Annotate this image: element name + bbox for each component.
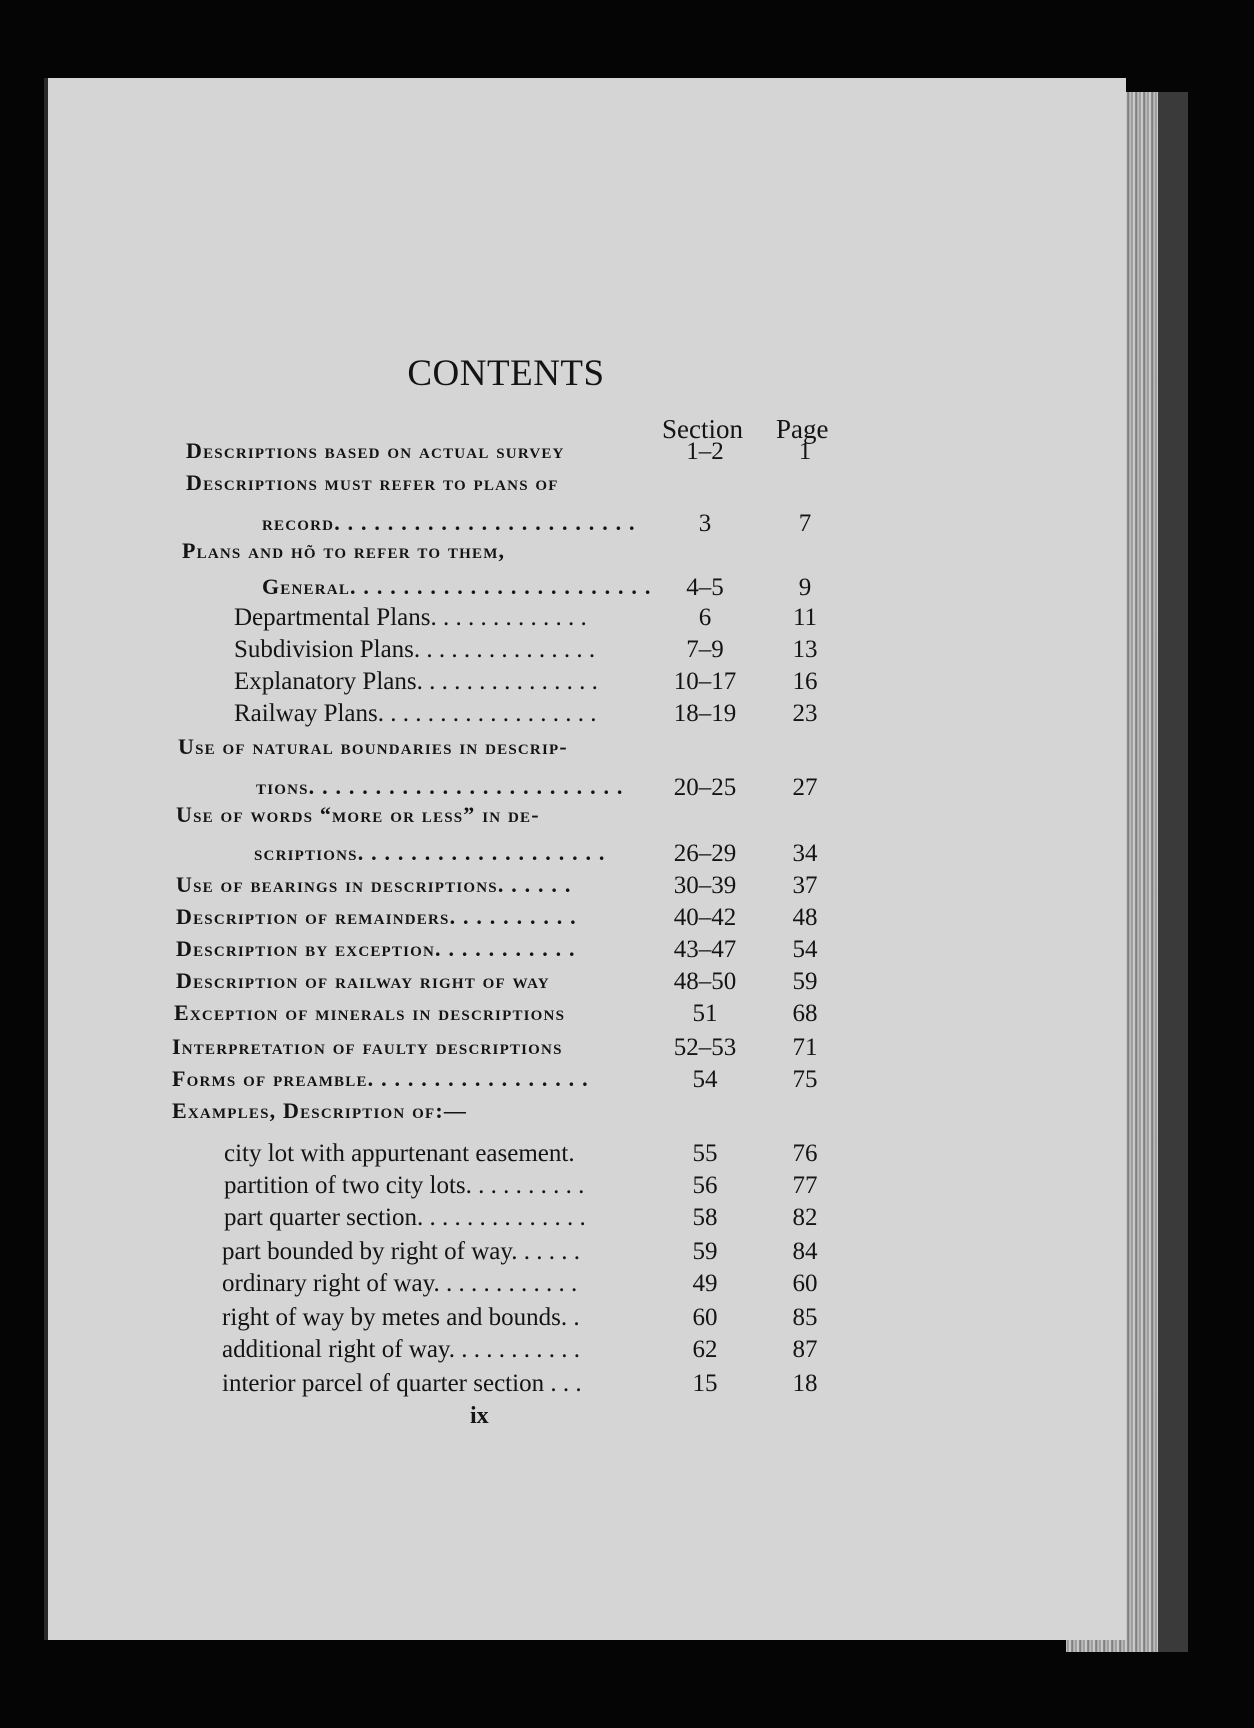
entry-label: Descriptions based on actual survey (186, 438, 565, 463)
entry-page: 48 (792, 904, 818, 931)
entry-page: 34 (792, 840, 818, 867)
entry-section: 20–25 (673, 774, 737, 801)
entry-page: 87 (792, 1336, 818, 1363)
entry-label: Examples, Description of:— (172, 1098, 468, 1123)
entry-page: 18 (792, 1370, 818, 1397)
entry-label: tions. . . . . . . . . . . . . . . . . . . . . . . . (256, 774, 624, 799)
entry-label: Departmental Plans. . . . . . . . . . . . . (234, 604, 587, 631)
entry-label: Exception of minerals in descriptions (174, 1000, 566, 1025)
contents-entry (0, 636, 1254, 668)
entry-section: 62 (692, 1336, 718, 1363)
entry-label: Interpretation of faulty descriptions (172, 1034, 563, 1059)
contents-entry (0, 1238, 1254, 1270)
contents-entry (0, 968, 1254, 1000)
entry-label: Use of natural boundaries in descrip- (178, 734, 568, 759)
entry-page: 71 (792, 1034, 818, 1061)
entry-label: scriptions. . . . . . . . . . . . . . . . . . . (254, 840, 606, 865)
entry-section: 48–50 (673, 968, 737, 995)
entry-section: 56 (692, 1172, 718, 1199)
contents-entry (0, 1370, 1254, 1402)
entry-label: part bounded by right of way. . . . . . (222, 1238, 581, 1265)
entry-section: 1–2 (686, 438, 724, 465)
contents-entry (0, 1204, 1254, 1236)
entry-section: 51 (692, 1000, 718, 1027)
entry-label: interior parcel of quarter section . . . (222, 1370, 582, 1397)
page-column-header: Page (776, 414, 829, 444)
entry-label: right of way by metes and bounds. . (222, 1304, 580, 1331)
contents-entry (0, 538, 1254, 570)
entry-label: Explanatory Plans. . . . . . . . . . . . . . . (234, 668, 598, 695)
entry-label: part quarter section. . . . . . . . . . . . . . (224, 1204, 586, 1231)
entry-label: General. . . . . . . . . . . . . . . . . . . . . . . (262, 574, 652, 599)
entry-label: Railway Plans. . . . . . . . . . . . . . . . . . (234, 700, 597, 727)
contents-entry (0, 1140, 1254, 1172)
entry-page: 68 (792, 1000, 818, 1027)
contents-entry (0, 1172, 1254, 1204)
entry-label: additional right of way. . . . . . . . . . . (222, 1336, 581, 1363)
entry-page: 27 (792, 774, 818, 801)
contents-entry (0, 904, 1254, 936)
entry-section: 10–17 (673, 668, 737, 695)
entry-page: 11 (792, 604, 818, 631)
entry-label: Forms of preamble. . . . . . . . . . . . . . . . . (172, 1066, 589, 1091)
contents-entry (0, 840, 1254, 872)
entry-label: Use of bearings in descriptions. . . . . . (176, 872, 572, 897)
entry-section: 7–9 (686, 636, 724, 663)
entry-page: 1 (798, 438, 812, 465)
entry-section: 43–47 (673, 936, 737, 963)
entry-page: 54 (792, 936, 818, 963)
entry-label: Description of remainders. . . . . . . . . . (176, 904, 577, 929)
entry-label: ordinary right of way. . . . . . . . . . . . (222, 1270, 578, 1297)
contents-title: CONTENTS (407, 353, 605, 394)
entry-label: Subdivision Plans. . . . . . . . . . . . . . . (234, 636, 596, 663)
entry-section: 15 (692, 1370, 718, 1397)
contents-entry (0, 1304, 1254, 1336)
entry-section: 6 (698, 604, 712, 631)
entry-page: 16 (792, 668, 818, 695)
entry-page: 82 (792, 1204, 818, 1231)
entry-label: record. . . . . . . . . . . . . . . . . . . . . . . (262, 510, 636, 535)
entry-section: 58 (692, 1204, 718, 1231)
entry-section: 49 (692, 1270, 718, 1297)
entry-page: 7 (798, 510, 812, 537)
entry-page: 76 (792, 1140, 818, 1167)
contents-entry (0, 604, 1254, 636)
entry-label: partition of two city lots. . . . . . . . . . (224, 1172, 585, 1199)
contents-entry (0, 802, 1254, 834)
entry-label: city lot with appurtenant easement. (224, 1140, 575, 1167)
entry-section: 3 (698, 510, 712, 537)
entry-section: 59 (692, 1238, 718, 1265)
contents-entry (0, 574, 1254, 606)
entry-section: 40–42 (673, 904, 737, 931)
contents-entry (0, 734, 1254, 766)
entry-page: 23 (792, 700, 818, 727)
contents-entry (0, 1270, 1254, 1302)
entry-label: Plans and hõ to refer to them, (182, 538, 506, 563)
entry-page: 60 (792, 1270, 818, 1297)
contents-entry (0, 872, 1254, 904)
entry-label: Description by exception. . . . . . . . . . . (176, 936, 576, 961)
contents-entry (0, 470, 1254, 502)
contents-entry (0, 1336, 1254, 1368)
entry-section: 4–5 (686, 574, 724, 601)
entry-page: 37 (792, 872, 818, 899)
entry-section: 30–39 (673, 872, 737, 899)
contents-entry (0, 1066, 1254, 1098)
entry-page: 13 (792, 636, 818, 663)
entry-page: 77 (792, 1172, 818, 1199)
entry-section: 55 (692, 1140, 718, 1167)
entry-section: 26–29 (673, 840, 737, 867)
entry-label: Description of railway right of way (176, 968, 550, 993)
entry-page: 84 (792, 1238, 818, 1265)
entry-label: Descriptions must refer to plans of (186, 470, 559, 495)
entry-label: Use of words “more or less” in de- (176, 802, 540, 827)
contents-entry (0, 936, 1254, 968)
contents-entry (0, 668, 1254, 700)
entry-section: 60 (692, 1304, 718, 1331)
entry-page: 75 (792, 1066, 818, 1093)
contents-entry (0, 438, 1254, 470)
entry-page: 85 (792, 1304, 818, 1331)
entry-page: 59 (792, 968, 818, 995)
contents-entry (0, 700, 1254, 732)
contents-entry (0, 1034, 1254, 1066)
entry-section: 54 (692, 1066, 718, 1093)
entry-page: 9 (798, 574, 812, 601)
page-number: ix (470, 1403, 489, 1429)
entry-section: 18–19 (673, 700, 737, 727)
contents-entry (0, 1000, 1254, 1032)
contents-entry (0, 1098, 1254, 1130)
section-column-header: Section (662, 414, 743, 444)
entry-section: 52–53 (673, 1034, 737, 1061)
